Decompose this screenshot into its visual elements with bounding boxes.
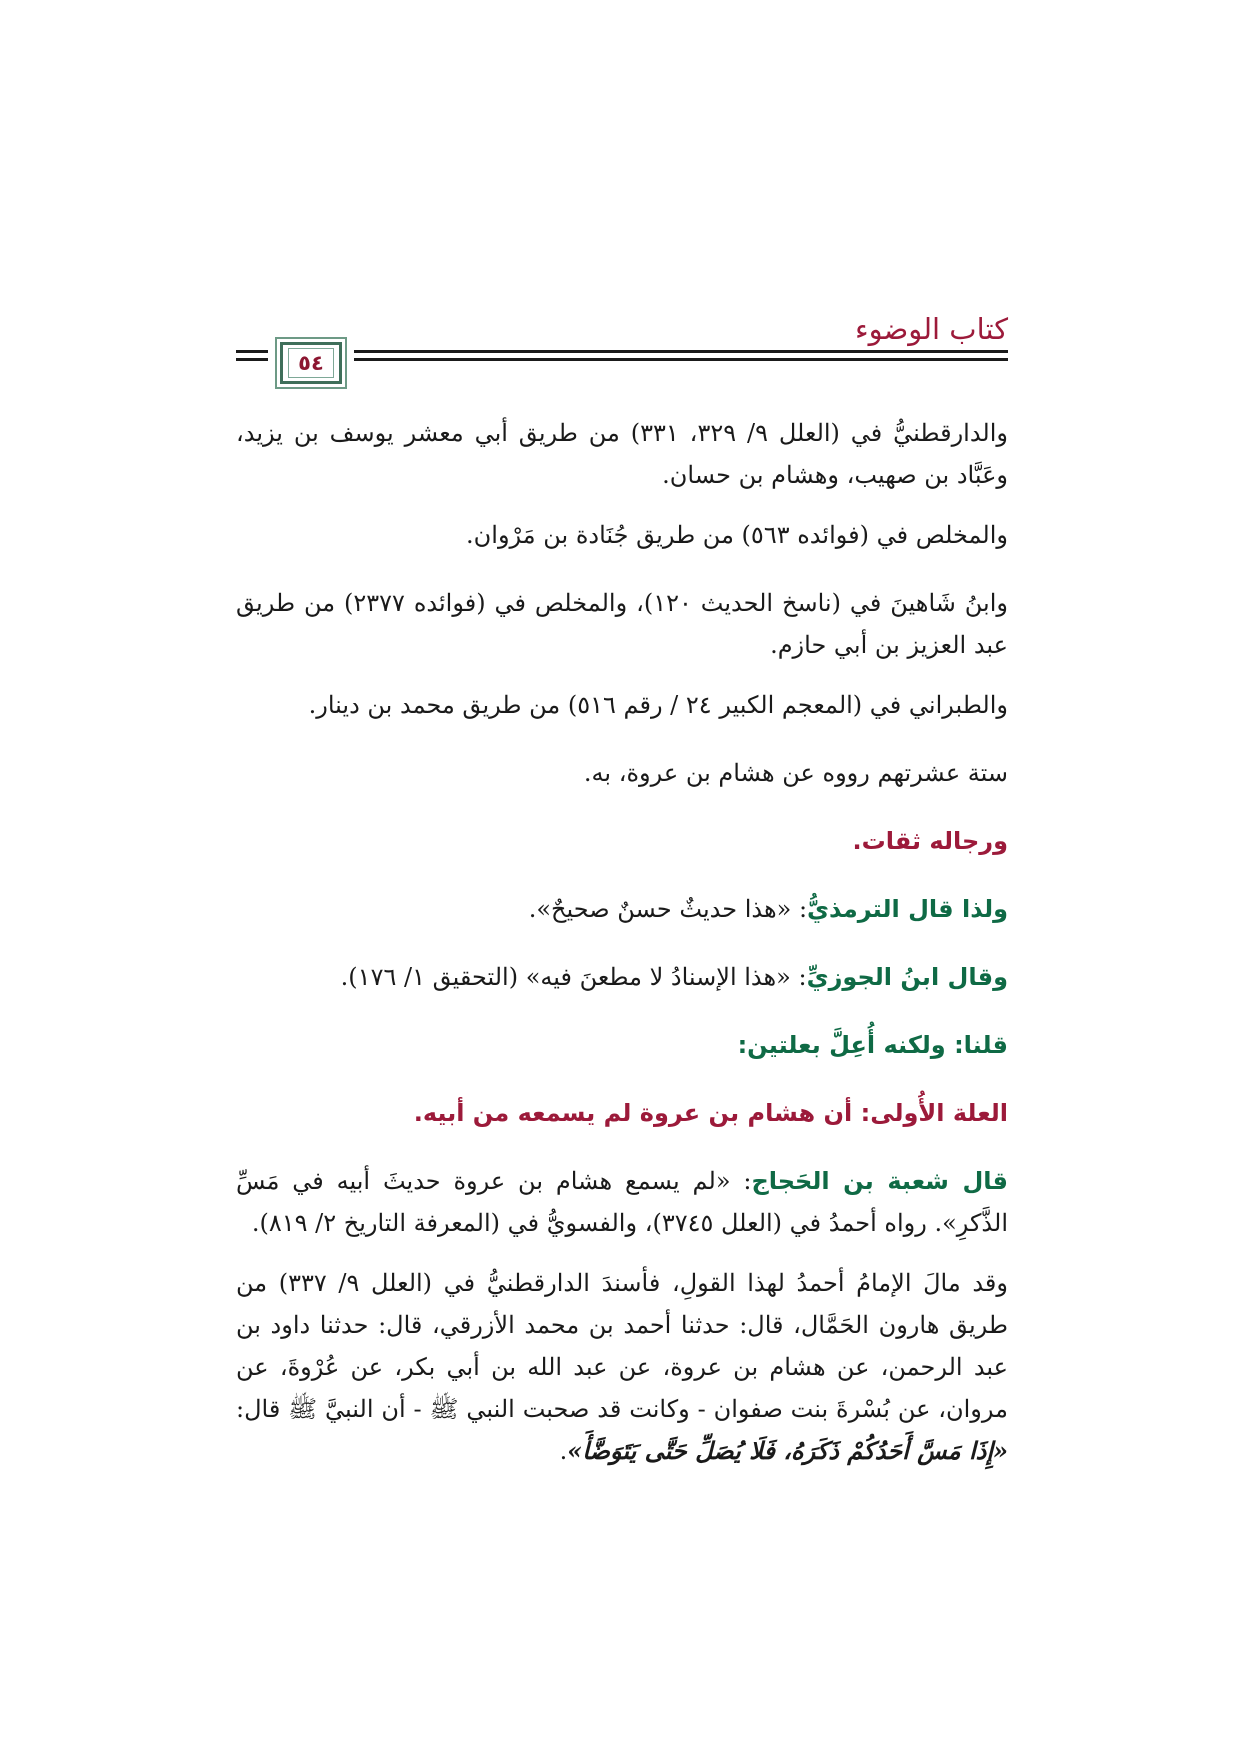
paragraph-10 bbox=[236, 1092, 1008, 1134]
first-defect-heading: العلة الأُولى: أن هشام بن عروة لم يسمعه من أبيه. bbox=[413, 1099, 1008, 1127]
page-content bbox=[236, 412, 1008, 1490]
tirmidhi-label: ولذا قال الترمذيُّ bbox=[807, 895, 1008, 923]
we-said-text: : ولكنه أُعِلَّ بعلتين: bbox=[737, 1031, 964, 1059]
shuba-label: قال شعبة بن الحَجاج bbox=[751, 1167, 1008, 1195]
page-number-badge bbox=[280, 342, 342, 384]
paragraph-2: والمخلص في (فوائده ٥٦٣) من طريق جُنَادة بن مَرْوان. bbox=[466, 521, 1008, 549]
hadith-text: «إِذَا مَسَّ أَحَدُكُمْ ذَكَرَهُ، فَلَا يُصَلِّ حَتَّى يَتَوَضَّأَ» bbox=[567, 1436, 1008, 1465]
tirmidhi-quote: : «هذا حديثٌ حسنٌ صحيحٌ». bbox=[528, 895, 808, 923]
paragraph-4: والطبراني في (المعجم الكبير ٢٤ / رقم ٥١٦) من طريق محمد بن دينار. bbox=[308, 691, 1008, 719]
shuba-quote: : «لم يسمع هشام بن عروة حديثَ أبيه في مَسِّ الذَّكرِ». رواه أحمدُ في (العلل ٣٧٤٥)، والفسويُّ في (المعرفة التاريخ ٢/ ٨١٩). bbox=[236, 1167, 1008, 1237]
hadith-end: . bbox=[559, 1437, 568, 1465]
book-title: كتاب الوضوء bbox=[854, 312, 1008, 346]
paragraph-7 bbox=[236, 888, 1008, 930]
ibn-jawzi-quote: : «هذا الإسنادُ لا مطعنَ فيه» (التحقيق ١/ ١٧٦). bbox=[340, 963, 807, 991]
paragraph-5: ستة عشرتهم رووه عن هشام بن عروة، به. bbox=[583, 759, 1008, 787]
paragraph-6 bbox=[236, 820, 1008, 862]
paragraph-8 bbox=[236, 956, 1008, 998]
ahmad-text: وقد مالَ الإمامُ أحمدُ لهذا القولِ، فأسندَ الدارقطنيُّ في (العلل ٩/ ٣٣٧) من طريق هارون الحَمَّال، قال: حدثنا أحمد بن محمد الأزرقي، قال: حدثنا داود بن عبد الرحمن، عن هشام بن عروة، عن عبد الله بن أبي بكر، عن عُرْوةَ، عن مروان، عن بُسْرةَ بنت صفوان - وكانت قد صحبت النبي ﷺ - أن النبيَّ ﷺ قال: bbox=[236, 1269, 1008, 1423]
ibn-jawzi-label: وقال ابنُ الجوزيِّ bbox=[806, 963, 1008, 991]
page-number: ٥٤ bbox=[288, 348, 334, 378]
narrators-trustworthy: ورجاله ثقات. bbox=[852, 827, 1008, 855]
paragraph-3: وابنُ شَاهينَ في (ناسخ الحديث ١٢٠)، والمخلص في (فوائده ٢٣٧٧) من طريق عبد العزيز بن أبي حازم. bbox=[236, 589, 1008, 659]
paragraph-11 bbox=[236, 1160, 1008, 1244]
we-said-label: قلنا bbox=[963, 1031, 1008, 1059]
paragraph-9 bbox=[236, 1024, 1008, 1066]
page-header bbox=[236, 312, 1008, 375]
paragraph-12 bbox=[236, 1262, 1008, 1472]
paragraph-1: والدارقطنيُّ في (العلل ٩/ ٣٢٩، ٣٣١) من طريق أبي معشر يوسف بن يزيد، وعَبَّاد بن صهيب، وهشام بن حسان. bbox=[236, 419, 1009, 489]
